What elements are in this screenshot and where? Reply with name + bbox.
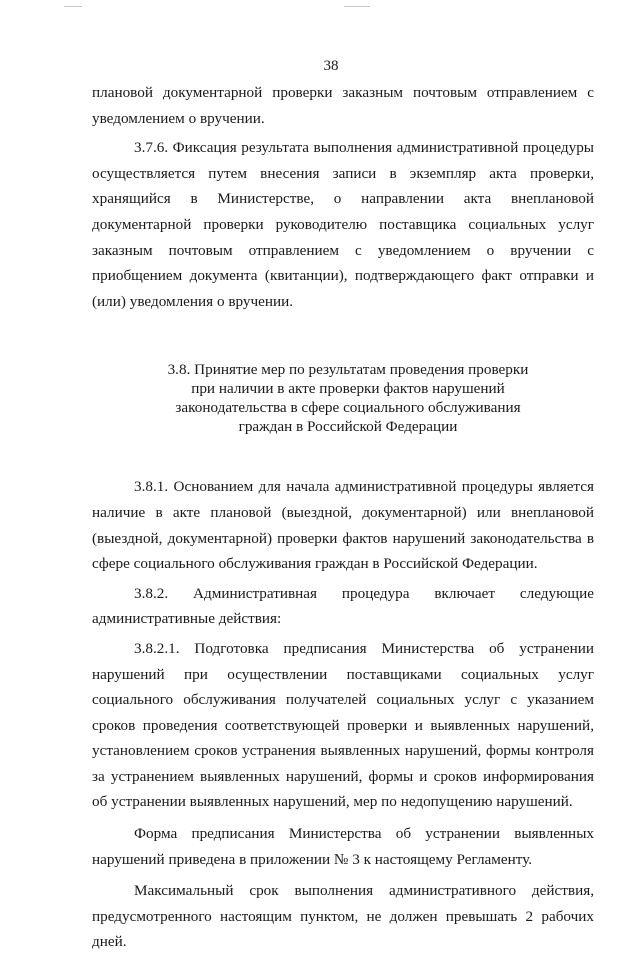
paragraph-3-8-1: 3.8.1. Основанием для начала административной процедуры является наличие в акте плановой (выездной, документарной) или внеплановой (выездной, документарной) проверки фактов нарушений законодательства в сфере социального обслуживания граждан в Российской Федерации.	[92, 478, 594, 573]
document-body	[92, 80, 594, 955]
paragraph-term: Максимальный срок выполнения административного действия, предусмотренного настоящим пунктом, не должен превышать 2 рабочих дней.	[92, 882, 594, 951]
paragraph-3-8-2: 3.8.2. Административная процедура включает следующие административные действия:	[92, 584, 594, 628]
scan-edge-mark	[344, 6, 370, 7]
scan-edge-mark	[64, 6, 82, 7]
section-heading-line: законодательства в сфере социального обслуживания	[175, 399, 521, 417]
paragraph-form: Форма предписания Министерства об устранении выявленных нарушений приведена в приложении № 3 к настоящему Регламенту.	[92, 825, 594, 868]
paragraph-3-7-6: 3.7.6. Фиксация результата выполнения административной процедуры осуществляется путем внесения записи в экземпляр акта проверки, хранящийся в Министерстве, о направлении акта внеплановой документарной проверки руководителю поставщика социальных услуг заказным почтовым отправлением с уведомлением о вручении с приобщением документа (квитанции), подтверждающего факт отправки и (или) уведомления о вручении.	[92, 139, 594, 310]
section-heading-line: при наличии в акте проверки фактов нарушений	[191, 380, 505, 398]
paragraph-continuation: плановой документарной проверки заказным почтовым отправлением с уведомлением о вручении.	[92, 84, 594, 127]
paragraph-3-8-2-1: 3.8.2.1. Подготовка предписания Министерства об устранении нарушений при осуществлении поставщиками социальных услуг социального обслуживания получателей социальных услуг с указанием сроков проведения соответствующей проверки и выявленных нарушений, установлением сроков устранения выявленных нарушений, формы контроля за устранением выявленных нарушений, формы и сроков информирования об устранении выявленных нарушений, мер по недопущению нарушений.	[92, 639, 594, 811]
page-number: 38	[323, 58, 339, 74]
section-heading-line: граждан в Российской Федерации	[238, 418, 458, 436]
section-heading-3-8	[92, 360, 594, 436]
section-heading-line: 3.8. Принятие мер по результатам проведения проверки	[167, 361, 529, 379]
